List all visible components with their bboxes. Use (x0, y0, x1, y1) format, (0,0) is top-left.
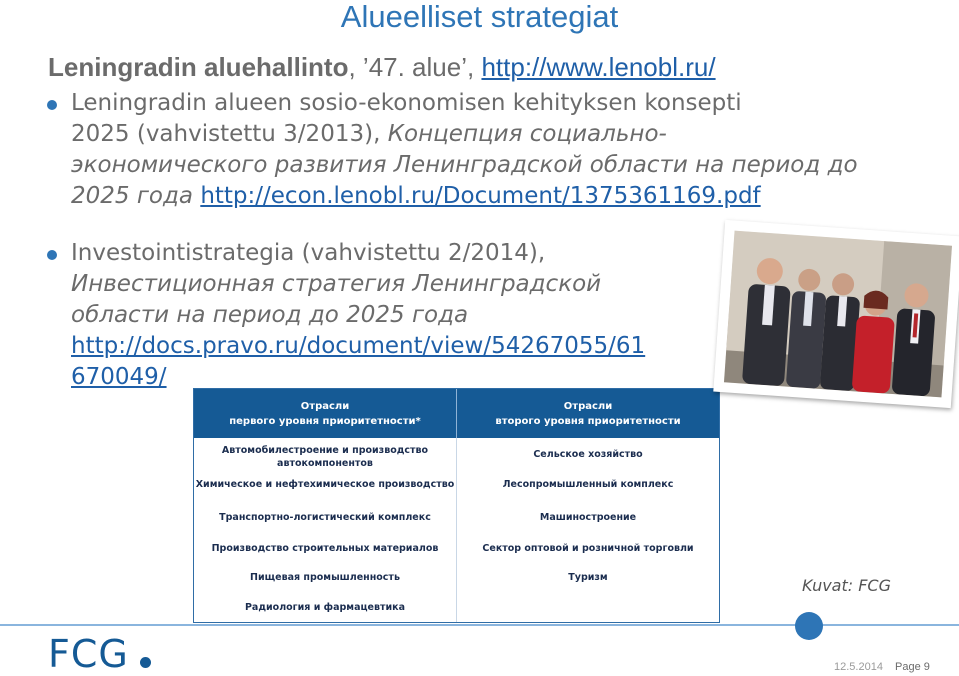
bullet-text-line (71, 181, 891, 212)
bullet-text-ru: 2025 года (71, 183, 201, 209)
subtitle-region: , ’47. alue’, (348, 52, 482, 82)
header-line: второго уровня приоритетности (495, 415, 681, 427)
table-column-first (194, 438, 456, 622)
fcg-logo: FCG (48, 632, 129, 676)
footer-date: 12.5.2014 (834, 661, 883, 673)
table-cell: Химическое и нефтехимическое производство (195, 479, 455, 490)
bullet-text-ru: области на период до 2025 года (71, 302, 469, 328)
bullet-marker (47, 250, 57, 260)
table-cell: Автомобилестроение и производство (221, 445, 429, 456)
table-column-second (456, 438, 719, 622)
table-cell: Транспортно-логистический комплекс (219, 512, 431, 523)
table-header (194, 389, 719, 438)
table-cell: Сектор оптовой и розничной торговли (482, 543, 694, 554)
page-number: Page 9 (895, 661, 930, 673)
priority-sectors-table (193, 388, 720, 623)
table-cell: Туризм (568, 572, 608, 583)
group-photo-frame (713, 220, 959, 408)
bullet-text: Investointistrategia (vahvistettu 2/2014), (71, 240, 546, 266)
bullet-concept (71, 88, 891, 212)
table-header-second-priority (456, 389, 719, 438)
table-cell: Машиностроение (539, 512, 637, 523)
bullet-text-fi: 2025 (vahvistettu 3/2013), (71, 121, 388, 147)
fcg-logo-dot (140, 657, 151, 668)
subtitle (48, 52, 716, 82)
footer-accent-dot (795, 612, 823, 640)
bullet-marker (47, 100, 57, 110)
bullet-text-ru: Концепция социально- (387, 121, 667, 147)
table-cell: Радиология и фармацевтика (244, 602, 406, 613)
table-header-first-priority (194, 389, 456, 438)
table-body (194, 438, 719, 622)
table-cell: Пищевая промышленность (250, 572, 400, 583)
header-line: Отрасли (300, 400, 350, 412)
header-line: Отрасли (563, 400, 613, 412)
table-cell: Сельское хозяйство (533, 449, 643, 460)
table-cell: Лесопромышленный комплекс (502, 479, 674, 490)
photo-caption: Kuvat: FCG (802, 576, 891, 595)
bullet-text-ru: экономического развития Ленинградской области на период до (71, 152, 858, 178)
group-photo (724, 231, 952, 398)
concept-document-link[interactable]: http://econ.lenobl.ru/Document/1375361169.pdf (200, 183, 761, 209)
header-line: первого уровня приоритетности* (229, 415, 421, 427)
investment-document-link[interactable]: http://docs.pravo.ru/document/view/54267055/61 (71, 333, 646, 359)
group-photo-illustration (724, 231, 952, 398)
subtitle-link[interactable]: http://www.lenobl.ru/ (481, 52, 716, 82)
table-cell: Производство строительных материалов (211, 543, 439, 554)
bullet-text: Leningradin alueen sosio-ekonomisen kehityksen konsepti (71, 90, 742, 116)
bullet-text-line (71, 119, 891, 150)
slide-title: Alueelliset strategiat (340, 0, 619, 34)
table-cell: автокомпонентов (277, 458, 373, 469)
investment-document-link-cont[interactable]: 670049/ (71, 364, 167, 390)
subtitle-org: Leningradin aluehallinto (48, 52, 349, 82)
bullet-text-ru: Инвестиционная стратегия Ленинградской (71, 271, 602, 297)
bullet-investment (71, 238, 711, 393)
